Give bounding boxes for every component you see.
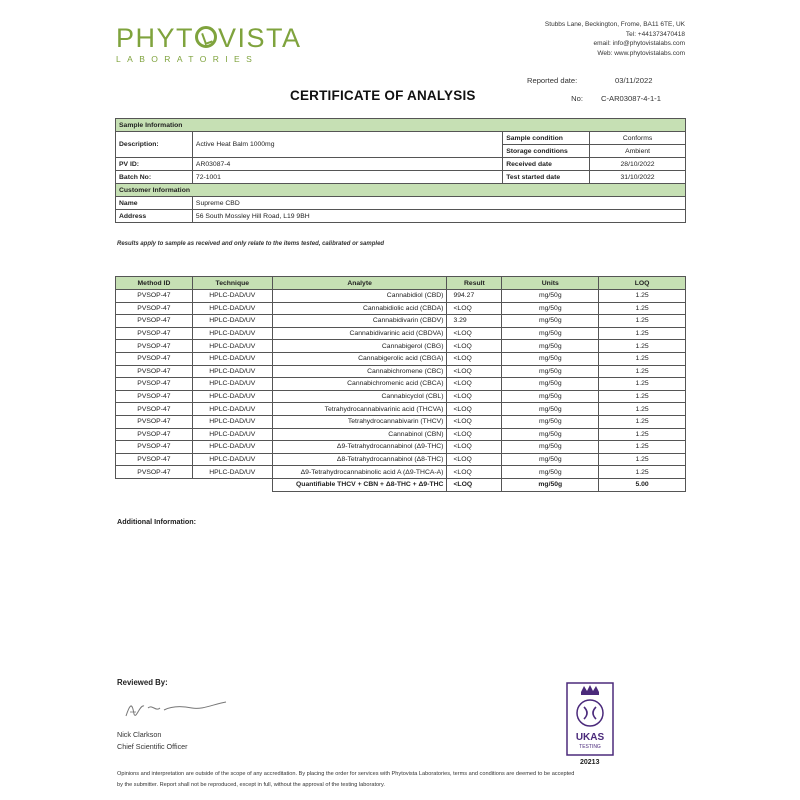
cell-analyte: Cannabigerolic acid (CBGA) xyxy=(272,352,447,365)
cell-analyte: Tetrahydrocannabivarinic acid (THCVA) xyxy=(272,403,447,416)
cell-method-id: PVSOP-47 xyxy=(116,340,193,353)
col-header-technique: Technique xyxy=(192,277,272,290)
cell-analyte: Cannabidiol (CBD) xyxy=(272,290,447,303)
table-row xyxy=(116,428,686,441)
reported-date-label: Reported date: xyxy=(527,75,578,85)
cell-technique: HPLC-DAD/UV xyxy=(192,327,272,340)
cell-units: mg/50g xyxy=(502,428,599,441)
cell-technique: HPLC-DAD/UV xyxy=(192,390,272,403)
cell-method-id: PVSOP-47 xyxy=(116,453,193,466)
table-row xyxy=(116,290,686,303)
table-row xyxy=(116,415,686,428)
cell-loq: 1.25 xyxy=(599,340,686,353)
cell-method-id: PVSOP-47 xyxy=(116,365,193,378)
cell-units: mg/50g xyxy=(502,453,599,466)
cell-method-id: PVSOP-47 xyxy=(116,415,193,428)
cell-result: <LOQ xyxy=(447,302,502,315)
results-table xyxy=(115,276,686,492)
cell-technique: HPLC-DAD/UV xyxy=(192,403,272,416)
description-label: Description: xyxy=(116,132,193,158)
cell-analyte: Cannabidivarinic acid (CBDVA) xyxy=(272,327,447,340)
customer-address-label: Address xyxy=(116,210,193,223)
cell-loq: 1.25 xyxy=(599,428,686,441)
cell-units: mg/50g xyxy=(502,352,599,365)
reported-date-value: 03/11/2022 xyxy=(615,75,653,85)
cell-result: <LOQ xyxy=(447,428,502,441)
cell-result: <LOQ xyxy=(447,453,502,466)
cell-technique: HPLC-DAD/UV xyxy=(192,290,272,303)
table-row xyxy=(116,352,686,365)
description-value: Active Heat Balm 1000mg xyxy=(192,132,502,158)
cell-loq: 1.25 xyxy=(599,290,686,303)
cell-result: <LOQ xyxy=(447,403,502,416)
customer-name-value: Supreme CBD xyxy=(192,197,685,210)
section-header-sample: Sample Information xyxy=(116,119,686,132)
cell-method-id: PVSOP-47 xyxy=(116,428,193,441)
table-row xyxy=(116,340,686,353)
cell-technique: HPLC-DAD/UV xyxy=(192,315,272,328)
ukas-accreditation-icon xyxy=(566,682,614,756)
cell-result: <LOQ xyxy=(447,352,502,365)
cell-method-id: PVSOP-47 xyxy=(116,315,193,328)
table-row xyxy=(116,327,686,340)
storage-label: Storage conditions xyxy=(503,145,590,158)
received-date-label: Received date xyxy=(503,158,590,171)
cell-analyte: Δ8-Tetrahydrocannabinol (Δ8-THC) xyxy=(272,453,447,466)
cell-analyte: Cannabichromenic acid (CBCA) xyxy=(272,378,447,391)
signer-role: Chief Scientific Officer xyxy=(117,741,188,751)
signature-image xyxy=(122,694,232,724)
cell-method-id: PVSOP-47 xyxy=(116,290,193,303)
cell-loq: 1.25 xyxy=(599,403,686,416)
cell-method-id: PVSOP-47 xyxy=(116,378,193,391)
cell-loq: 1.25 xyxy=(599,466,686,479)
cell-units: mg/50g xyxy=(502,415,599,428)
cell-technique: HPLC-DAD/UV xyxy=(192,466,272,479)
email-line: email: info@phytovistalabs.com xyxy=(593,40,685,48)
total-result: <LOQ xyxy=(447,478,502,491)
cell-analyte: Cannabigerol (CBG) xyxy=(272,340,447,353)
footer-line-1: Opinions and interpretation are outside of the scope of any accreditation. By placing the order for services with Phytovista Laboratories, terms and conditions are deemed to be accepted xyxy=(117,771,575,777)
cell-result: 3.29 xyxy=(447,315,502,328)
page-title: CERTIFICATE OF ANALYSIS xyxy=(290,88,476,103)
col-header-loq: LOQ xyxy=(599,277,686,290)
total-row xyxy=(116,478,686,491)
test-started-label: Test started date xyxy=(503,171,590,184)
cell-loq: 1.25 xyxy=(599,365,686,378)
received-date-value: 28/10/2022 xyxy=(590,158,686,171)
report-meta xyxy=(527,71,661,107)
cell-result: <LOQ xyxy=(447,415,502,428)
total-units: mg/50g xyxy=(502,478,599,491)
table-row xyxy=(116,441,686,454)
footer-notice xyxy=(117,769,677,791)
cell-loq: 1.25 xyxy=(599,327,686,340)
storage-value: Ambient xyxy=(590,145,686,158)
col-header-units: Units xyxy=(502,277,599,290)
sample-condition-label: Sample condition xyxy=(503,132,590,145)
col-header-result: Result xyxy=(447,277,502,290)
cell-units: mg/50g xyxy=(502,315,599,328)
signer-block xyxy=(117,729,188,752)
cell-method-id: PVSOP-47 xyxy=(116,403,193,416)
customer-name-label: Name xyxy=(116,197,193,210)
cell-technique: HPLC-DAD/UV xyxy=(192,365,272,378)
cell-loq: 1.25 xyxy=(599,453,686,466)
pv-id-value: AR03087-4 xyxy=(192,158,502,171)
cell-method-id: PVSOP-47 xyxy=(116,390,193,403)
cell-loq: 1.25 xyxy=(599,415,686,428)
cell-technique: HPLC-DAD/UV xyxy=(192,428,272,441)
table-row xyxy=(116,466,686,479)
cell-units: mg/50g xyxy=(502,365,599,378)
table-row xyxy=(116,390,686,403)
customer-address-value: 56 South Mossley Hill Road, L19 9BH xyxy=(192,210,685,223)
cell-method-id: PVSOP-47 xyxy=(116,352,193,365)
cell-result: <LOQ xyxy=(447,378,502,391)
cell-result: <LOQ xyxy=(447,441,502,454)
table-row xyxy=(116,403,686,416)
cell-analyte: Cannabidivarin (CBDV) xyxy=(272,315,447,328)
table-row xyxy=(116,302,686,315)
col-header-method: Method ID xyxy=(116,277,193,290)
web-line: Web: www.phytovistalabs.com xyxy=(597,49,685,57)
cell-loq: 1.25 xyxy=(599,315,686,328)
cell-result: <LOQ xyxy=(447,327,502,340)
additional-info-label: Additional Information: xyxy=(117,517,197,526)
cell-loq: 1.25 xyxy=(599,378,686,391)
total-analyte: Quantifiable THCV + CBN + Δ8-THC + Δ9-THC xyxy=(272,478,447,491)
signer-name: Nick Clarkson xyxy=(117,730,162,739)
cell-method-id: PVSOP-47 xyxy=(116,466,193,479)
cell-units: mg/50g xyxy=(502,390,599,403)
pv-id-label: PV ID: xyxy=(116,158,193,171)
cell-technique: HPLC-DAD/UV xyxy=(192,302,272,315)
cell-analyte: Cannabichromene (CBC) xyxy=(272,365,447,378)
cell-technique: HPLC-DAD/UV xyxy=(192,415,272,428)
table-row xyxy=(116,453,686,466)
cell-loq: 1.25 xyxy=(599,352,686,365)
test-started-value: 31/10/2022 xyxy=(590,171,686,184)
report-no-value: C-AR03087-4-1-1 xyxy=(601,93,661,103)
cell-method-id: PVSOP-47 xyxy=(116,327,193,340)
results-disclaimer: Results apply to sample as received and only relate to the items tested, calibrated or sampled xyxy=(117,241,385,247)
phone-line: Tel: +441373470418 xyxy=(625,30,685,38)
cell-units: mg/50g xyxy=(502,327,599,340)
batch-label: Batch No: xyxy=(116,171,193,184)
cell-units: mg/50g xyxy=(502,403,599,416)
company-logo xyxy=(116,24,302,64)
company-address xyxy=(545,20,685,58)
table-row xyxy=(116,315,686,328)
cell-technique: HPLC-DAD/UV xyxy=(192,352,272,365)
cell-technique: HPLC-DAD/UV xyxy=(192,441,272,454)
logo-o-icon xyxy=(195,26,217,48)
cell-analyte: Tetrahydrocannabivarin (THCV) xyxy=(272,415,447,428)
cell-analyte: Δ9-Tetrahydrocannabinolic acid A (Δ9-THCA-A) xyxy=(272,466,447,479)
cell-units: mg/50g xyxy=(502,290,599,303)
footer-line-2: by the submitter. Report shall not be reproduced, except in full, without the approval of the testing laboratory. xyxy=(117,782,385,788)
cell-result: <LOQ xyxy=(447,466,502,479)
sample-info-table xyxy=(115,118,686,223)
ukas-number: 20213 xyxy=(580,759,600,766)
ukas-sub: TESTING xyxy=(579,744,601,750)
cell-analyte: Cannabidiolic acid (CBDA) xyxy=(272,302,447,315)
cell-technique: HPLC-DAD/UV xyxy=(192,453,272,466)
cell-result: 994.27 xyxy=(447,290,502,303)
cell-units: mg/50g xyxy=(502,340,599,353)
cell-result: <LOQ xyxy=(447,365,502,378)
results-header-row xyxy=(116,277,686,290)
section-header-customer: Customer Information xyxy=(116,184,686,197)
cell-loq: 1.25 xyxy=(599,441,686,454)
table-row xyxy=(116,378,686,391)
cell-result: <LOQ xyxy=(447,390,502,403)
cell-units: mg/50g xyxy=(502,302,599,315)
batch-value: 72-1001 xyxy=(192,171,502,184)
cell-loq: 1.25 xyxy=(599,390,686,403)
cell-method-id: PVSOP-47 xyxy=(116,302,193,315)
address-line: Stubbs Lane, Beckington, Frome, BA11 6TE, UK xyxy=(544,21,685,28)
total-loq: 5.00 xyxy=(599,478,686,491)
cell-method-id: PVSOP-47 xyxy=(116,441,193,454)
cell-technique: HPLC-DAD/UV xyxy=(192,378,272,391)
logo-subtitle: LABORATORIES xyxy=(116,54,259,64)
logo-wordmark: PHYT VISTA xyxy=(116,23,302,53)
cell-analyte: Δ9-Tetrahydrocannabinol (Δ9-THC) xyxy=(272,441,447,454)
report-no-label: No: xyxy=(571,93,583,103)
cell-result: <LOQ xyxy=(447,340,502,353)
ukas-text: UKAS xyxy=(575,732,605,743)
reviewed-by-label: Reviewed By: xyxy=(117,678,168,687)
table-row xyxy=(116,365,686,378)
sample-condition-value: Conforms xyxy=(590,132,686,145)
cell-loq: 1.25 xyxy=(599,302,686,315)
cell-technique: HPLC-DAD/UV xyxy=(192,340,272,353)
cell-units: mg/50g xyxy=(502,441,599,454)
cell-units: mg/50g xyxy=(502,466,599,479)
cell-units: mg/50g xyxy=(502,378,599,391)
cell-analyte: Cannabinol (CBN) xyxy=(272,428,447,441)
col-header-analyte: Analyte xyxy=(272,277,447,290)
cell-analyte: Cannabicyclol (CBL) xyxy=(272,390,447,403)
